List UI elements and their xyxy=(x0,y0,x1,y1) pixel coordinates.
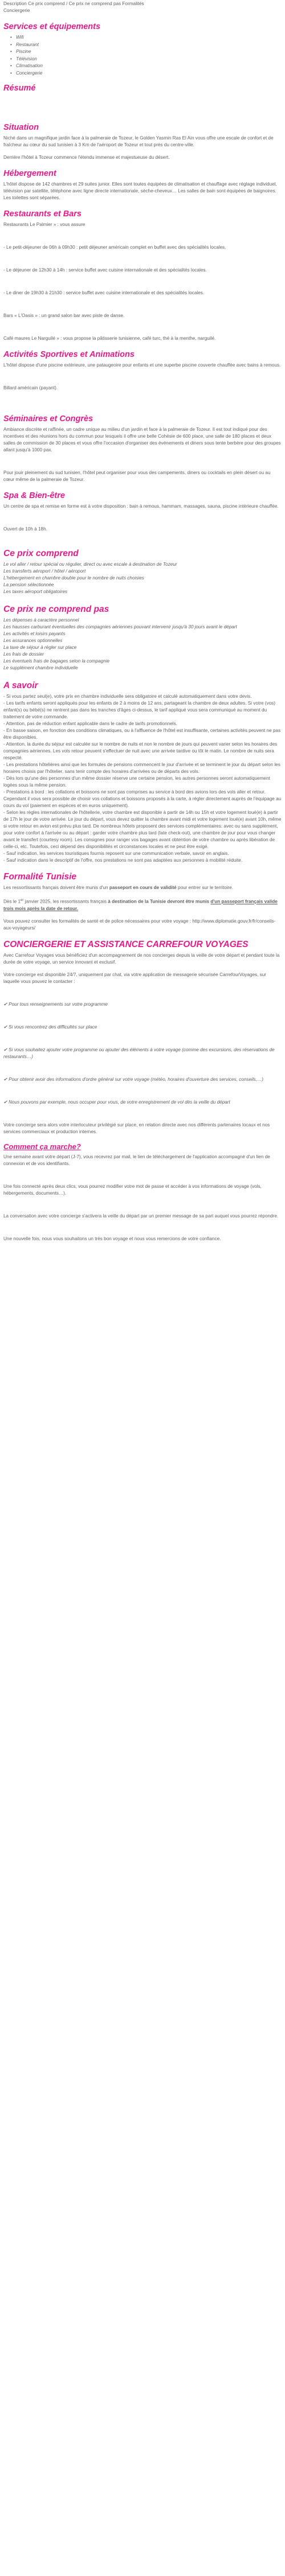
amenity-label: Restaurant xyxy=(16,42,39,47)
formalite-underlined-text: d'un passeport français valide trois mois après la date de retour. xyxy=(3,899,278,911)
bullet-icon: • xyxy=(10,35,12,40)
formalite-emphasis: passeport en cours de validité xyxy=(109,885,177,890)
formalite-text-tail: pour entrer sur le territoire. xyxy=(176,885,233,890)
amenity-item xyxy=(10,56,282,63)
list-item: Les transferts aéroport / hôtel / aéroport xyxy=(3,569,86,574)
comprend-title: Ce prix comprend xyxy=(3,549,79,558)
list-item: Les activités et loisirs payants xyxy=(3,631,66,636)
restaurants-dinner: - Le diner de 19h30 à 21h30 : service buffet avec cuisine internationale et des spécialités locales. xyxy=(3,290,205,295)
list-item: Les taxes aéroport obligatoires xyxy=(3,589,67,594)
formalite-paragraph-2 xyxy=(3,897,282,912)
restaurants-title: Restaurants et Bars xyxy=(3,209,82,219)
services-list xyxy=(10,34,282,77)
header-tabs-line-2[interactable]: Conciergerie xyxy=(3,8,30,13)
list-item: Les éventuels frais de bagages selon la compagnie xyxy=(3,659,110,664)
conciergerie-paragraph-2: Votre concierge est disponible 24/7, uniquement par chat, via votre application de messagerie sécurisée CarrefourVoyages, sur laquelle vous pouvez le contacter : xyxy=(3,972,267,984)
restaurants-breakfast: - Le petit-déjeuner de 06h à 09h30 : petit déjeuner américain complet en buffet avec des spécialités locales. xyxy=(3,245,226,250)
note-item: - Prestations à bord : les collations et boissons ne sont pas comprises au service à bord des avions lors des vols aller et retour. Cependant il vous sera possible de choisir vos collations et boissons proposés à la carte, à régler directement auprès de l'équipage au cours du vol (paiement en espèces et en euros uniquement). xyxy=(3,789,282,808)
note-item: - Si vous partez seul(e), votre prix en chambre individuelle sera obligatoire et calculé automatiquement dans votre devis. xyxy=(3,694,252,699)
note-item: - Attention, pas de réduction enfant applicable dans le cadre de tarifs promotionnels. xyxy=(3,721,177,726)
services-title: Services et équipements xyxy=(3,22,101,31)
list-item: Le supplément chambre individuelle xyxy=(3,665,78,670)
restaurants-lunch: - Le déjeuner de 12h30 à 14h : service buffet avec cuisine internationale et des spécialités locales. xyxy=(3,268,207,273)
spa-title: Spa & Bien-être xyxy=(3,491,65,500)
conciergerie-paragraph-3: Votre concierge sera alors votre interlocuteur privilégié sur place, en relation directe avec nos différents partenaires locaux et nos services commerciaux et production internes. xyxy=(3,1122,270,1134)
note-item: - Sauf indication, les services touristiques fournis reposent sur une communication verbale, savoir en anglais. xyxy=(3,851,229,856)
seminaires-title: Séminaires et Congrès xyxy=(3,414,93,423)
formalite-date-sup: er xyxy=(21,899,24,902)
cafe-paragraph: Café maures Le Narguilé » : vous propose la pâtisserie tunisienne, café turc, thé à la menthe, narguilé. xyxy=(3,336,216,341)
bars-paragraph: Bars « L'Oasis » : un grand salon bar avec piste de danse. xyxy=(3,313,125,318)
how-it-works-text: Comment ça marche? xyxy=(3,1142,81,1151)
asavoir-title: A savoir xyxy=(3,681,38,690)
amenity-item xyxy=(10,34,282,42)
conciergerie-feature: ✔ Pour obtenir avoir des informations d'ordre général sur votre voyage (météo, horaires d'ouverture des services, conseils,…) xyxy=(3,1076,263,1082)
bullet-icon: • xyxy=(10,42,12,47)
tab-bar-header xyxy=(3,1,282,14)
amenity-label: Conciergerie xyxy=(16,70,43,76)
amenity-item xyxy=(10,48,282,56)
amenity-label: Climatisation xyxy=(16,63,43,68)
note-item: - Les prestations hôtelières ainsi que les formules de pensions commencent le jour d'arrivée et se terminent le jour du départ selon les horaires choisis par l'hôtelier, sans tenir compte des horaires d'arrivées ou de départs des vols. xyxy=(3,762,280,774)
amenity-item xyxy=(10,42,282,49)
list-item: Les assurances optionnelles xyxy=(3,638,63,643)
formalite-bold-text: à destination de la Tunisie devront être munis xyxy=(108,899,211,904)
conciergerie-feature: ✔ Si vous souhaitez ajouter votre programme ou ajouter des éléments à votre voyage (comme des excursions, des réservations de restaurants…) xyxy=(3,1047,275,1059)
list-item: Les dépenses à caractère personnel xyxy=(3,618,79,623)
list-item: Les hausses carburant éventuelles des compagnies aériennes pouvant intervenir jusqu'à 30 jours avant le départ xyxy=(3,624,237,629)
formalite-date-text-2: janvier 2025, les ressortissants français xyxy=(23,899,108,904)
how-step: La conversation avec votre concierge s'activera la veille du départ par un premier message de sa part auquel vous pourrez répondre. xyxy=(3,1213,279,1219)
sports-paragraph: L'hôtel dispose d'une piscine extérieure, une pataugeoire pour enfants et une superbe piscine couverte chauffée avec bains à remous. xyxy=(3,363,281,368)
note-item: - Sauf indication dans le descriptif de l'offre, nos prestations ne sont pas adaptées aux personnes à mobilité réduite. xyxy=(3,858,243,863)
restaurants-intro: Restaurants Le Palmier » : vous assure xyxy=(3,222,85,227)
conciergerie-feature: ✔ Nous pouvons par exemple, nous occuper pour vous, de votre enregistrement de vol dès la veille du départ xyxy=(3,1099,230,1105)
amenity-label: Wifi xyxy=(16,35,24,40)
bullet-icon: • xyxy=(10,56,12,61)
note-item: - Les tarifs enfants seront appliqués pour les enfants de 2 à moins de 12 ans, partageant la chambre de deux adultes. Si votre (vos) enfant(s) ou bébé(s) ne rentrent pas dans les tranches d'âges ci-dessus, le tarif appliqué vous sera communiqué au moment du traitement de votre commande. xyxy=(3,701,275,719)
amenity-label: Télévision xyxy=(16,56,37,61)
conciergerie-feature: ✔ Pour tous renseignements sur votre programme xyxy=(3,1001,108,1007)
resume-title: Résumé xyxy=(3,84,36,93)
amenity-label: Piscine xyxy=(16,49,31,54)
bullet-icon: • xyxy=(10,49,12,54)
note-item: - En basse saison, en fonction des conditions climatiques, ou à l'affluence de l'hôtel est insuffisante, certaines activités peuvent ne pas être disponibles. xyxy=(3,728,281,740)
how-step: Une fois connecté après deux clics, vous pourrez modifier votre mot de passe et accéder à vos informations de voyage (vols, hébergements, documents…). xyxy=(3,1183,262,1196)
list-item: La pension sélectionnée xyxy=(3,582,54,587)
note-item: - Selon les règles internationales de l'hôtellerie, votre chambre est disponible à partir de 14h ou 15h et votre logement loué(e) à partir de 17h le jour de votre arrivée. Le jour du départ, vous devez quitter la chambre avant midi et votre logement loué(e) avant 10h, même si votre retour en avion est prévu plus tard. De nombreux hôtels proposent des services complémentaires: avec ou sans supplément, pour votre confort à l'arrivée ou au départ : garder votre chambre plus tard (late check-out), une chambre de jour pour vous changer avant le transfert (courtesy room). Les consignes pour ranger vos bagages avant obtention de votre chambre ou après libération de celle-ci, etc. Toutefois, ceci dépend des disponibilités et circonstances locales et ne peut être exigé. xyxy=(3,810,282,849)
sports-title: Activités Sportives et Animations xyxy=(3,350,135,359)
spa-hours: Ouvert de 10h à 18h. xyxy=(3,526,47,532)
page xyxy=(0,1,285,1242)
ne-comprend-title: Ce prix ne comprend pas xyxy=(3,604,109,614)
billiard-paragraph: Billard américain (payant). xyxy=(3,385,58,390)
note-item: - Attention, la durée du séjour est calculée sur le nombre de nuits et non le nombre de jours qui peuvent varier selon les horaires des compagnies aériennes. Les vols retour peuvent s'effectuer de nuit avec une arrivée tardive ou tôt le matin. Le nombre de nuits sera respecté. xyxy=(3,742,278,760)
note-item: - Dès lors qu'une des personnes d'un même dossier réserve une certaine pension, les autres personnes seront automatiquement logées sous la même pension. xyxy=(3,776,270,788)
ne-comprend-list xyxy=(3,617,282,672)
how-step: Une semaine avant votre départ (J-7), vous recevrez par mail, le lien de téléchargement de l'application accompagné d'un lien de connexion et de vos identifiants. xyxy=(3,1154,270,1166)
formalite-title: Formalité Tunisie xyxy=(3,872,77,882)
spa-paragraph: Un centre de spa et remise en forme est à votre disposition : bain à remous, hammam, massages, sauna, piscine intérieure chauffée. xyxy=(3,504,279,509)
bullet-icon: • xyxy=(10,63,12,68)
formalite-link-paragraph[interactable]: Vous pouvez consulter les formalités de santé et de police nécessaires pour votre voyage : http://www.diplomatie.gouv.fr/fr/conseils-aux-voyageurs/ xyxy=(3,918,276,931)
seminaires-paragraph: Ambiance discrète et raffinée, un cadre unique au milieu d'un jardin et face à la palmeraie de Tozeur. Il est tout indiqué pour des incentives et des réunions hors du commun pour lesquels il offre une belle Cohésie de 600 place, une salle de 180 places et deux salles de commission de 30 places et vous offre l'occasion d'organiser des événements et diners sous tente berbère pour des groupes allant jusqu'à 1000 pax. xyxy=(3,427,281,452)
closing-paragraph: Une nouvelle fois, nous vous souhaitons un très bon voyage et nous vous remercions de votre confiance. xyxy=(3,1236,221,1241)
seminaires-paragraph-2: Pour jouir pleinement du sud tunisien, l'hôtel peut organiser pour vous des campements, diners ou cocktails en plein désert ou au cœur même de la palmeraie de Tozeur. xyxy=(3,470,271,482)
bullet-icon: • xyxy=(10,70,12,76)
conciergerie-paragraph: Avec Carrefour Voyages vous bénéficiez d'un accompagnement de nos concierges depuis la veille de votre départ et pendant toute la durée de votre voyage, un service innovant et exclusif. xyxy=(3,952,280,965)
comprend-list xyxy=(3,561,282,595)
list-item: La taxe de séjour à régler sur place xyxy=(3,645,77,650)
formalite-date-text: Dès le 1 xyxy=(3,899,21,904)
list-item: L'hébergement en chambre double pour le nombre de nuits choisies xyxy=(3,575,144,581)
formalite-paragraph xyxy=(3,884,282,891)
asavoir-list xyxy=(3,693,282,864)
how-it-works-title xyxy=(3,1142,282,1151)
situation-title: Situation xyxy=(3,123,39,132)
list-item: Les frais de dossier xyxy=(3,652,44,657)
amenity-item xyxy=(10,63,282,70)
conciergerie-feature: ✔ Si vous rencontrez des difficultés sur place xyxy=(3,1024,97,1030)
situation-paragraph: Niché dans un magnifique jardin face à la palmeraie de Tozeur, le Golden Yasmin Ras El Ain vous offre une escale de confort et de fraîcheur au cœur du sud tunisien à 3 Km de l'aéroport de Tozeur et tout près du centre-ville. xyxy=(3,135,274,147)
list-item: Le vol aller / retour spécial ou régulier, direct ou avec escale à destination de Tozeur xyxy=(3,562,177,567)
hebergement-title: Hébergement xyxy=(3,169,56,178)
hebergement-paragraph: L'hôtel dispose de 142 chambres et 29 suites junior. Elles sont toutes équipées de climatisation et chauffage avec réglage individuel, télévision par satellite, téléphone avec ligne directe internationale, sèche-cheveux… Les salles de bain sont équipées de baignoires. Les toilettes sont séparées. xyxy=(3,182,277,200)
conciergerie-title: CONCIERGERIE ET ASSISTANCE CARREFOUR VOYAGES xyxy=(3,939,249,949)
amenity-item xyxy=(10,70,282,77)
situation-paragraph-2: Derrière l'hôtel à Tozeur commence l'étendu immense et majestueuse du désert. xyxy=(3,155,170,160)
header-tabs-line[interactable]: Description Ce prix comprend / Ce prix ne comprend pas Formalités xyxy=(3,1,144,6)
formalite-text: Les ressortissants français doivent être munis d'un xyxy=(3,885,109,890)
